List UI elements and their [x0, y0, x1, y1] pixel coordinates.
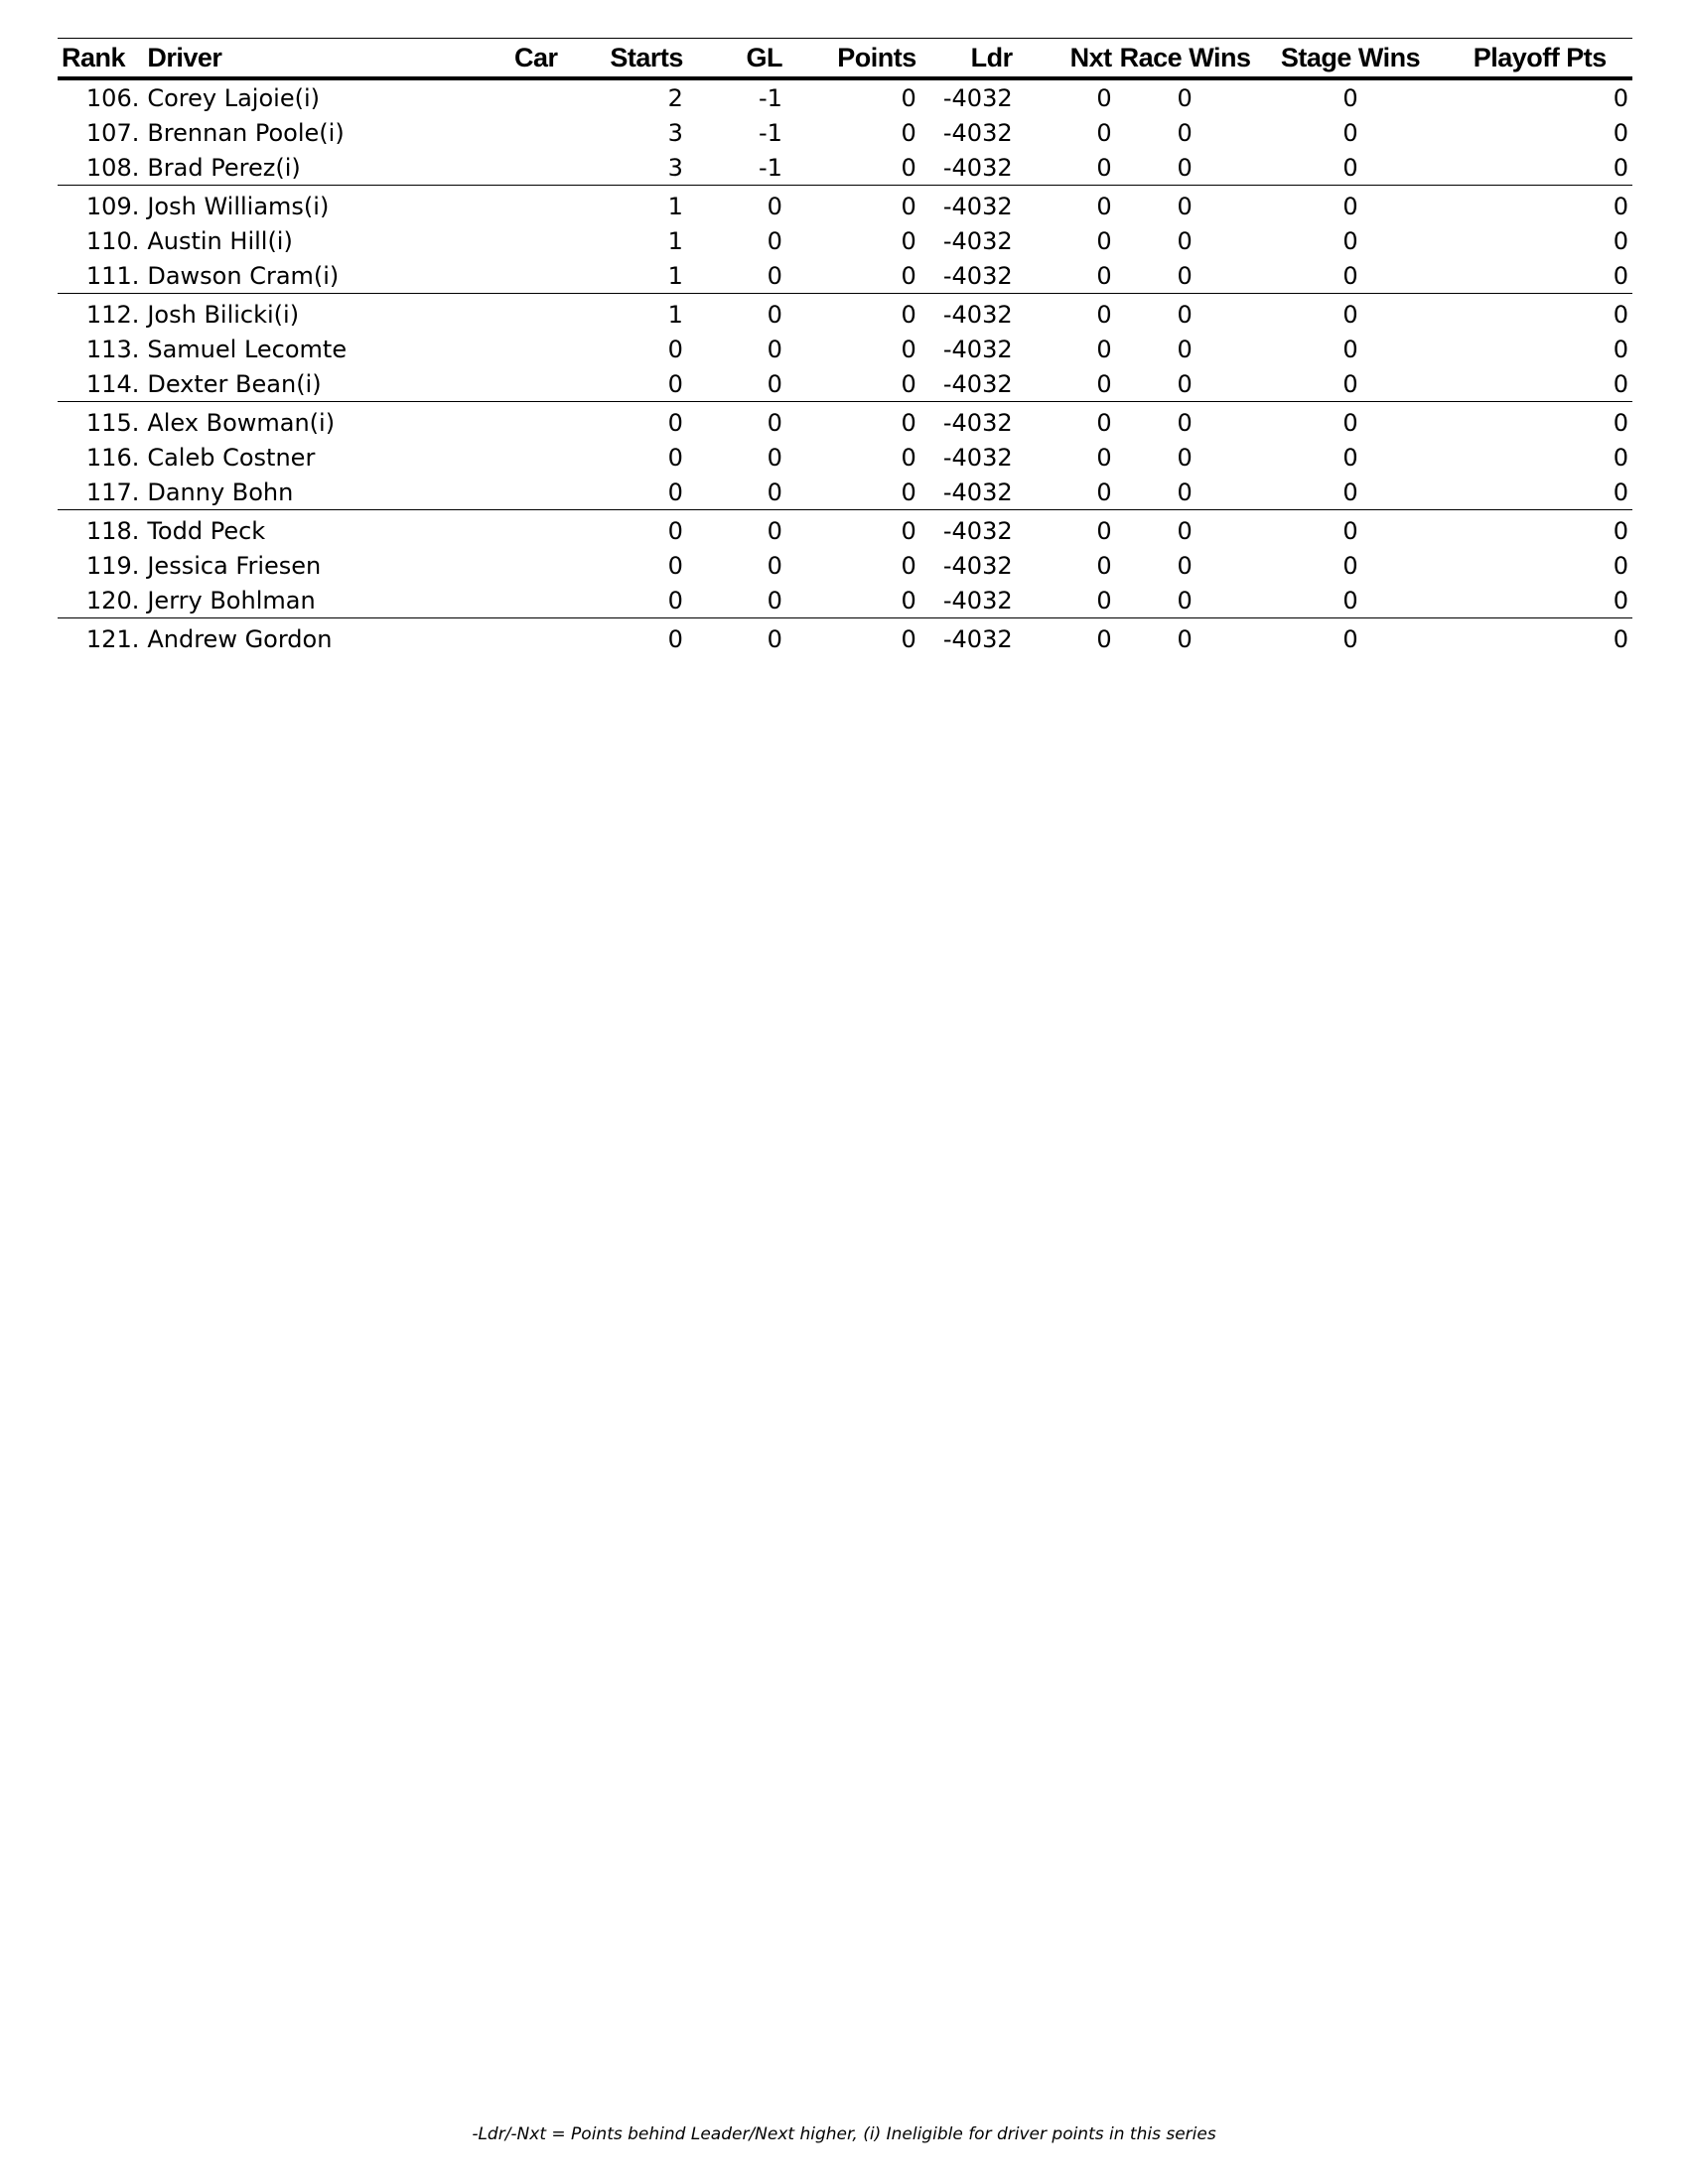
cell-points: 0: [901, 83, 916, 112]
cell-car: [498, 258, 561, 294]
cell-nxt: 0: [1017, 475, 1116, 510]
cell-ldr: -4032: [920, 258, 1017, 294]
cell-car: [498, 475, 561, 510]
cell-rank: 112.: [85, 300, 140, 329]
header-points: Points: [786, 39, 920, 79]
cell-nxt: 0: [1096, 516, 1112, 545]
cell-race-wins: 0: [1177, 551, 1193, 580]
cell-gl: 0: [767, 516, 782, 545]
cell-playoff-pts: 0: [1613, 335, 1628, 363]
table-row: [58, 475, 1632, 510]
cell-starts: 0: [667, 551, 683, 580]
cell-ldr: -4032: [920, 475, 1017, 510]
cell-race-wins: 0: [1177, 408, 1193, 437]
cell-race-wins: 0: [1177, 118, 1193, 147]
table-row: [58, 258, 1632, 294]
cell-stage-wins: 0: [1342, 83, 1358, 112]
cell-gl: 0: [767, 335, 782, 363]
cell-starts: 0: [667, 335, 683, 363]
cell-ldr: -4032: [942, 443, 1013, 472]
cell-gl: 0: [687, 583, 786, 618]
cell-starts: 3: [562, 150, 687, 186]
cell-stage-wins: 0: [1342, 516, 1358, 545]
table-row: [58, 332, 1632, 366]
header-stage-wins: Stage Wins: [1254, 39, 1448, 79]
cell-rank: 115.: [85, 408, 140, 437]
cell-ldr: -4032: [942, 83, 1013, 112]
cell-driver: Danny Bohn: [143, 475, 498, 510]
cell-rank: 119.: [85, 551, 140, 580]
cell-rank: 118.: [85, 516, 140, 545]
cell-car: [498, 548, 561, 583]
cell-playoff-pts: 0: [1613, 226, 1628, 255]
cell-gl: 0: [767, 408, 782, 437]
cell-driver: Dawson Cram(i): [143, 258, 498, 294]
cell-gl: 0: [687, 258, 786, 294]
cell-nxt: 0: [1017, 258, 1116, 294]
cell-gl: -1: [759, 118, 782, 147]
header-race-wins: Race Wins: [1116, 39, 1254, 79]
cell-car: [498, 583, 561, 618]
cell-driver: Josh Bilicki(i): [147, 300, 300, 329]
cell-ldr: -4032: [920, 583, 1017, 618]
cell-starts: 0: [667, 624, 683, 653]
cell-stage-wins: 0: [1342, 226, 1358, 255]
table-header: [58, 39, 1632, 79]
cell-race-wins: 0: [1116, 150, 1254, 186]
cell-stage-wins: 0: [1342, 335, 1358, 363]
cell-car: [498, 402, 561, 441]
cell-rank: 120.: [58, 583, 143, 618]
cell-starts: 0: [562, 475, 687, 510]
cell-ldr: -4032: [942, 192, 1013, 220]
standings-table: [58, 38, 1632, 656]
cell-playoff-pts: 0: [1447, 583, 1632, 618]
cell-points: 0: [786, 366, 920, 402]
cell-points: 0: [901, 551, 916, 580]
cell-points: 0: [901, 335, 916, 363]
cell-driver: Caleb Costner: [147, 443, 316, 472]
header-ldr: Ldr: [920, 39, 1017, 79]
cell-ldr: -4032: [920, 366, 1017, 402]
cell-nxt: 0: [1096, 624, 1112, 653]
cell-points: 0: [901, 192, 916, 220]
table-row: [58, 78, 1632, 115]
cell-stage-wins: 0: [1254, 258, 1448, 294]
cell-playoff-pts: 0: [1613, 118, 1628, 147]
cell-car: [498, 115, 561, 150]
cell-playoff-pts: 0: [1447, 366, 1632, 402]
cell-points: 0: [901, 516, 916, 545]
cell-ldr: -4032: [942, 408, 1013, 437]
cell-car: [498, 223, 561, 258]
header-gl: GL: [687, 39, 786, 79]
table-row: [58, 150, 1632, 186]
cell-stage-wins: 0: [1342, 408, 1358, 437]
cell-car: [498, 294, 561, 333]
footnote: -Ldr/-Nxt = Points behind Leader/Next higher, (i) Ineligible for driver points in this series: [472, 2124, 1216, 2144]
cell-starts: 1: [667, 300, 683, 329]
header-nxt: Nxt: [1017, 39, 1116, 79]
cell-points: 0: [786, 150, 920, 186]
cell-race-wins: 0: [1177, 300, 1193, 329]
cell-rank: 113.: [85, 335, 140, 363]
cell-rank: 116.: [85, 443, 140, 472]
table-row: [58, 618, 1632, 657]
cell-race-wins: 0: [1177, 192, 1193, 220]
cell-race-wins: 0: [1116, 258, 1254, 294]
cell-car: [498, 186, 561, 224]
cell-ldr: -4032: [942, 335, 1013, 363]
cell-driver: Josh Williams(i): [147, 192, 330, 220]
cell-driver: Jessica Friesen: [147, 551, 322, 580]
cell-stage-wins: 0: [1254, 475, 1448, 510]
cell-race-wins: 0: [1116, 475, 1254, 510]
cell-nxt: 0: [1017, 150, 1116, 186]
cell-ldr: -4032: [942, 118, 1013, 147]
cell-gl: 0: [767, 300, 782, 329]
cell-stage-wins: 0: [1342, 118, 1358, 147]
cell-rank: 109.: [85, 192, 140, 220]
cell-ldr: -4032: [942, 624, 1013, 653]
cell-points: 0: [786, 475, 920, 510]
cell-points: 0: [901, 443, 916, 472]
cell-rank: 106.: [85, 83, 140, 112]
cell-gl: -1: [759, 83, 782, 112]
cell-ldr: -4032: [920, 150, 1017, 186]
cell-ldr: -4032: [942, 226, 1013, 255]
cell-gl: 0: [767, 551, 782, 580]
cell-playoff-pts: 0: [1613, 516, 1628, 545]
table-row: [58, 510, 1632, 549]
table-row: [58, 115, 1632, 150]
cell-rank: 117.: [58, 475, 143, 510]
cell-points: 0: [901, 300, 916, 329]
cell-driver: Todd Peck: [147, 516, 266, 545]
table-row: [58, 583, 1632, 618]
cell-playoff-pts: 0: [1447, 258, 1632, 294]
cell-starts: 1: [667, 226, 683, 255]
header-car: Car: [498, 39, 561, 79]
cell-points: 0: [786, 583, 920, 618]
cell-starts: 1: [667, 192, 683, 220]
cell-points: 0: [901, 624, 916, 653]
cell-playoff-pts: 0: [1613, 83, 1628, 112]
cell-race-wins: 0: [1116, 583, 1254, 618]
cell-race-wins: 0: [1177, 226, 1193, 255]
cell-gl: 0: [767, 624, 782, 653]
cell-starts: 1: [562, 258, 687, 294]
cell-nxt: 0: [1096, 83, 1112, 112]
header-driver: Driver: [143, 39, 498, 79]
cell-nxt: 0: [1096, 226, 1112, 255]
cell-ldr: -4032: [942, 516, 1013, 545]
cell-gl: 0: [767, 226, 782, 255]
cell-stage-wins: 0: [1254, 150, 1448, 186]
cell-playoff-pts: 0: [1613, 300, 1628, 329]
table-row: [58, 440, 1632, 475]
cell-car: [498, 618, 561, 657]
cell-starts: 2: [667, 83, 683, 112]
cell-ldr: -4032: [942, 551, 1013, 580]
table-row: [58, 366, 1632, 402]
table-row: [58, 402, 1632, 441]
cell-driver: Brad Perez(i): [143, 150, 498, 186]
cell-starts: 0: [562, 583, 687, 618]
cell-rank: 114.: [58, 366, 143, 402]
cell-points: 0: [786, 258, 920, 294]
cell-starts: 3: [667, 118, 683, 147]
cell-points: 0: [901, 408, 916, 437]
cell-nxt: 0: [1096, 551, 1112, 580]
cell-gl: -1: [687, 150, 786, 186]
cell-nxt: 0: [1096, 192, 1112, 220]
cell-gl: 0: [767, 192, 782, 220]
cell-ldr: -4032: [942, 300, 1013, 329]
cell-points: 0: [901, 226, 916, 255]
cell-driver: Corey Lajoie(i): [147, 83, 320, 112]
cell-starts: 0: [667, 408, 683, 437]
cell-rank: 107.: [85, 118, 140, 147]
cell-playoff-pts: 0: [1613, 443, 1628, 472]
cell-points: 0: [901, 118, 916, 147]
cell-nxt: 0: [1096, 300, 1112, 329]
cell-car: [498, 366, 561, 402]
cell-starts: 0: [667, 516, 683, 545]
table-row: [58, 186, 1632, 224]
cell-playoff-pts: 0: [1613, 408, 1628, 437]
table-row: [58, 548, 1632, 583]
cell-nxt: 0: [1096, 118, 1112, 147]
cell-car: [498, 150, 561, 186]
cell-rank: 108.: [58, 150, 143, 186]
cell-playoff-pts: 0: [1613, 551, 1628, 580]
table-body: [58, 78, 1632, 656]
cell-gl: 0: [687, 475, 786, 510]
cell-race-wins: 0: [1177, 516, 1193, 545]
cell-playoff-pts: 0: [1613, 624, 1628, 653]
cell-stage-wins: 0: [1254, 583, 1448, 618]
cell-driver: Andrew Gordon: [147, 624, 333, 653]
header-rank: Rank: [58, 39, 143, 79]
cell-gl: 0: [687, 366, 786, 402]
cell-stage-wins: 0: [1342, 551, 1358, 580]
cell-driver: Brennan Poole(i): [147, 118, 345, 147]
cell-race-wins: 0: [1116, 366, 1254, 402]
cell-race-wins: 0: [1177, 83, 1193, 112]
cell-car: [498, 78, 561, 115]
cell-car: [498, 440, 561, 475]
table-row: [58, 223, 1632, 258]
cell-stage-wins: 0: [1342, 624, 1358, 653]
cell-race-wins: 0: [1177, 443, 1193, 472]
cell-playoff-pts: 0: [1613, 192, 1628, 220]
cell-nxt: 0: [1017, 583, 1116, 618]
table-row: [58, 294, 1632, 333]
cell-stage-wins: 0: [1254, 366, 1448, 402]
cell-race-wins: 0: [1177, 335, 1193, 363]
cell-car: [498, 510, 561, 549]
cell-starts: 0: [562, 366, 687, 402]
cell-playoff-pts: 0: [1447, 475, 1632, 510]
cell-driver: Samuel Lecomte: [147, 335, 348, 363]
cell-nxt: 0: [1096, 443, 1112, 472]
cell-driver: Jerry Bohlman: [143, 583, 498, 618]
cell-nxt: 0: [1096, 408, 1112, 437]
cell-rank: 110.: [85, 226, 140, 255]
cell-nxt: 0: [1017, 366, 1116, 402]
cell-stage-wins: 0: [1342, 192, 1358, 220]
cell-rank: 111.: [58, 258, 143, 294]
cell-driver: Alex Bowman(i): [147, 408, 336, 437]
cell-race-wins: 0: [1177, 624, 1193, 653]
cell-stage-wins: 0: [1342, 300, 1358, 329]
cell-driver: Dexter Bean(i): [143, 366, 498, 402]
cell-nxt: 0: [1096, 335, 1112, 363]
cell-gl: 0: [767, 443, 782, 472]
header-starts: Starts: [562, 39, 687, 79]
cell-car: [498, 332, 561, 366]
cell-starts: 0: [667, 443, 683, 472]
header-playoff-pts: Playoff Pts: [1447, 39, 1632, 79]
cell-rank: 121.: [85, 624, 140, 653]
cell-playoff-pts: 0: [1447, 150, 1632, 186]
cell-stage-wins: 0: [1342, 443, 1358, 472]
header-row: [58, 39, 1632, 79]
cell-driver: Austin Hill(i): [147, 226, 293, 255]
